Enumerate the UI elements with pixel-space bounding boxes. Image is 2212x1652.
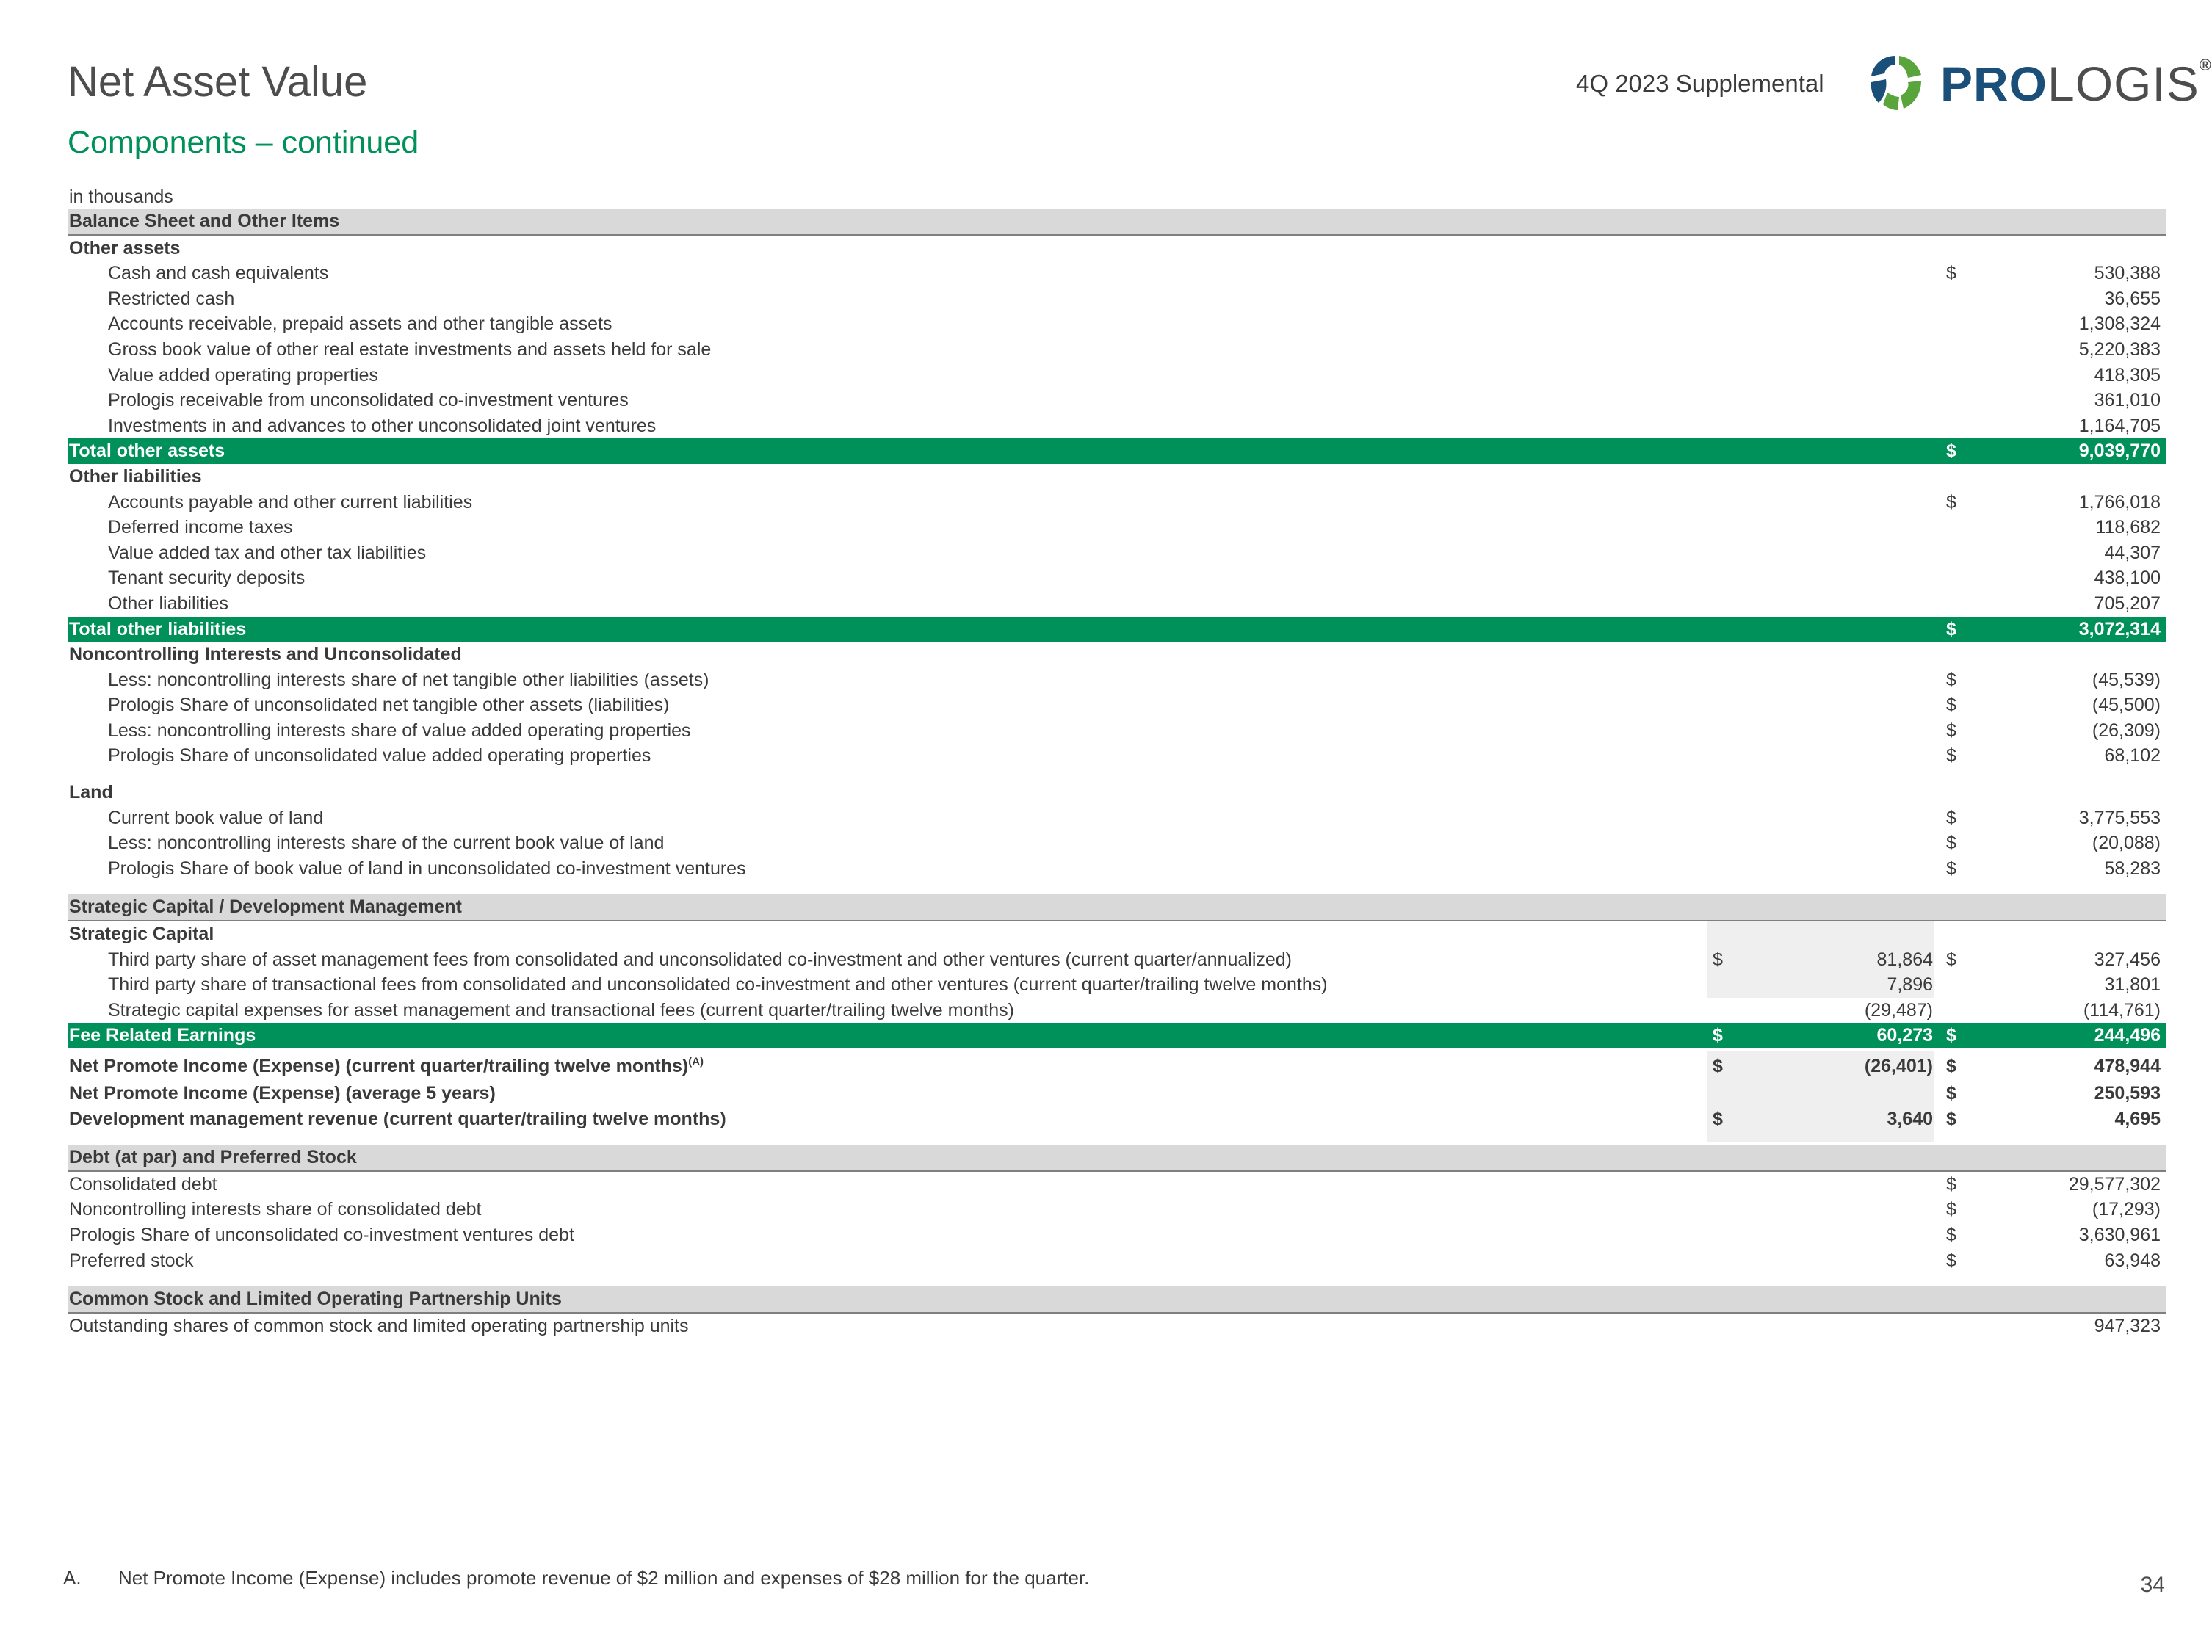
promote-average-row: Net Promote Income (Expense) (average 5 years) $ 250,593 — [69, 1083, 2161, 1104]
table-row: Investments in and advances to other unconsolidated joint ventures 1,164,705 — [108, 415, 2161, 436]
section-header-strategic: Strategic Capital / Development Management — [68, 894, 2166, 921]
table-row: Less: noncontrolling interests share of net tangible other liabilities (assets) $ (45,539) — [108, 669, 2161, 690]
table-row: Noncontrolling interests share of consolidated debt $ (17,293) — [69, 1199, 2161, 1220]
group-label: Strategic Capital — [69, 924, 214, 945]
logo-wordmark: PROLOGIS® — [1940, 56, 2212, 111]
table-row: Third party share of asset management fees from consolidated and unconsolidated co-investment and other ventures (current quarter/annualized) $ 81,864 $ 327,456 — [108, 949, 2161, 970]
table-row: Outstanding shares of common stock and limited operating partnership units 947,323 — [69, 1315, 2161, 1336]
table-row: Preferred stock $ 63,948 — [69, 1250, 2161, 1271]
total-row: Total other liabilities $ 3,072,314 — [68, 617, 2166, 642]
prologis-logo — [1862, 51, 2212, 117]
section-header-balance: Balance Sheet and Other Items — [68, 209, 2166, 236]
table-row: Gross book value of other real estate investments and assets held for sale 5,220,383 — [108, 338, 2161, 360]
supplemental-label: 4Q 2023 Supplemental — [1576, 70, 1824, 97]
table-row: Accounts payable and other current liabilities $ 1,766,018 — [108, 491, 2161, 512]
section-header-debt: Debt (at par) and Preferred Stock — [68, 1145, 2166, 1172]
table-row: Less: noncontrolling interests share of the current book value of land $ (20,088) — [108, 833, 2161, 854]
table-row: Consolidated debt $ 29,577,302 — [69, 1173, 2161, 1195]
table-row: Accounts receivable, prepaid assets and other tangible assets 1,308,324 — [108, 314, 2161, 335]
development-management-row: Development management revenue (current quarter/trailing twelve months) $ 3,640 $ 4,695 — [69, 1108, 2161, 1129]
table-row: Third party share of transactional fees from consolidated and unconsolidated co-investment and other ventures (current quarter/trailing twelve months) 7,896 31,801 — [108, 974, 2161, 996]
page-title: Net Asset Value — [68, 58, 368, 106]
table-row: Prologis Share of unconsolidated co-investment ventures debt $ 3,630,961 — [69, 1224, 2161, 1245]
table-row: Less: noncontrolling interests share of value added operating properties $ (26,309) — [108, 720, 2161, 741]
table-row: Strategic capital expenses for asset management and transactional fees (current quarter/trailing twelve months) (29,487) (114,761) — [108, 999, 2161, 1021]
page-subtitle: Components – continued — [68, 125, 419, 160]
page-number: 34 — [2140, 1573, 2165, 1597]
units-label: in thousands — [69, 186, 173, 207]
section-header-common: Common Stock and Limited Operating Partnership Units — [68, 1286, 2166, 1314]
table-row: Value added tax and other tax liabilities 44,307 — [108, 542, 2161, 563]
table-row: Restricted cash 36,655 — [108, 288, 2161, 309]
table-row: Prologis Share of book value of land in unconsolidated co-investment ventures $ 58,283 — [108, 858, 2161, 879]
group-label: Other liabilities — [69, 465, 202, 487]
table-row: Prologis receivable from unconsolidated co-investment ventures 361,010 — [108, 390, 2161, 411]
table-row: Prologis Share of unconsolidated net tangible other assets (liabilities) $ (45,500) — [108, 695, 2161, 716]
table-row: Value added operating properties 418,305 — [108, 364, 2161, 385]
nav-components-table — [68, 185, 2166, 1338]
globe-logo-icon — [1862, 51, 1929, 117]
promote-row: Net Promote Income (Expense) (current quarter/trailing twelve months)$^{(A)}$ $ (26,401) $ 478,944 — [69, 1055, 2161, 1076]
group-label: Noncontrolling Interests and Unconsolidated — [69, 644, 462, 665]
group-label: Land — [69, 782, 113, 803]
fee-related-earnings-row: Fee Related Earnings $ 60,273 $ 244,496 — [68, 1023, 2166, 1048]
table-row: Deferred income taxes 118,682 — [108, 517, 2161, 538]
table-row: Tenant security deposits 438,100 — [108, 568, 2161, 589]
footnote: A. Net Promote Income (Expense) includes promote revenue of $2 million and expenses of $28 million for the quarter. — [63, 1567, 1090, 1589]
group-label: Other assets — [69, 237, 181, 258]
table-row: Current book value of land $ 3,775,553 — [108, 807, 2161, 828]
table-row: Prologis Share of unconsolidated value added operating properties $ 68,102 — [108, 745, 2161, 767]
table-row: Cash and cash equivalents $ 530,388 — [108, 263, 2161, 284]
table-row: Other liabilities 705,207 — [108, 593, 2161, 614]
total-row: Total other assets $ 9,039,770 — [68, 438, 2166, 464]
